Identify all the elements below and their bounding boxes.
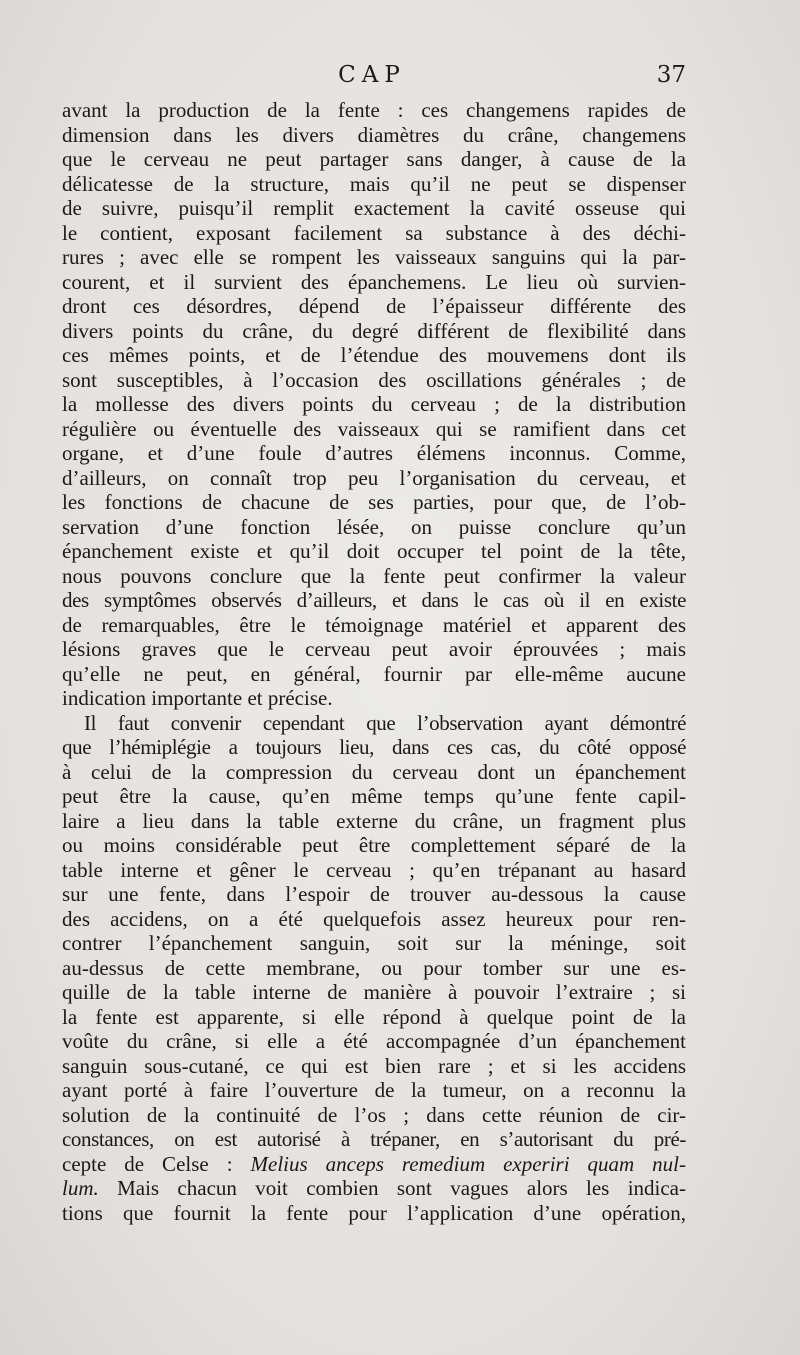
latin-quote-end: lum. — [62, 1176, 99, 1200]
text-line: à celui de la compression du cerveau dont un épanchement — [62, 759, 686, 784]
text-line: Il faut convenir cependant que l’observation ayant démontré — [84, 710, 686, 735]
text-line: dront ces désordres, dépend de l’épaisseur différente des — [62, 294, 686, 318]
text-line: d’ailleurs, on connaît trop peu l’organisation du cerveau, et — [62, 465, 686, 490]
text-line: voûte du crâne, si elle a été accompagnée d’un épanchement — [62, 1029, 686, 1053]
text-line: table interne et gêner le cerveau ; qu’en trépanant au hasard — [62, 857, 686, 882]
text-line: des symptômes observés d’ailleurs, et dans le cas où il en existe — [62, 588, 686, 612]
text-line: qu’elle ne peut, en général, fournir par elle-même aucune — [62, 661, 686, 686]
text-fragment: cepte de Celse : — [62, 1151, 251, 1176]
text-line: servation d’une fonction lésée, on puisse conclure qu’un — [62, 514, 686, 539]
text-line: les fonctions de chacune de ses parties, pour que, de l’ob- — [62, 490, 686, 514]
text-line: ou moins considérable peut être complettement séparé de la — [62, 833, 686, 857]
text-line: sanguin sous-cutané, ce qui est bien rare ; et si les accidens — [62, 1053, 686, 1078]
text-line: avant la production de la fente : ces changemens rapides de — [62, 98, 686, 122]
text-line: délicatesse de la structure, mais qu’il ne peut se dispenser — [62, 171, 686, 196]
text-line: lésions graves que le cerveau peut avoir éprouvées ; mais — [62, 637, 686, 661]
text-fragment: Mais chacun voit combien sont vagues alors les indica- — [98, 1176, 686, 1200]
text-line: dimension dans les divers diamètres du crâne, changemens — [62, 122, 686, 147]
text-line-latin-quote-end — [62, 1176, 686, 1201]
text-line: le contient, exposant facilement sa substance à des déchi- — [62, 220, 686, 245]
text-line: constances, on est autorisé à trépaner, en s’autorisant du pré- — [62, 1127, 686, 1151]
text-line: divers points du crâne, du degré différent de flexibilité dans — [62, 318, 686, 343]
text-line: la fente est apparente, si elle répond à quelque point de la — [62, 1004, 686, 1029]
text-line: contrer l’épanchement sanguin, soit sur la méninge, soit — [62, 931, 686, 955]
paragraph-1 — [62, 98, 686, 711]
text-line: de remarquables, être le témoignage matériel et apparent des — [62, 612, 686, 637]
latin-quote: Melius anceps remedium experiri quam nul- — [250, 1151, 686, 1176]
text-line: organe, et d’une foule d’autres élémens inconnus. Comme, — [62, 441, 686, 465]
text-line: quille de la table interne de manière à pouvoir l’extraire ; si — [62, 980, 686, 1004]
text-line: nous pouvons conclure que la fente peut confirmer la valeur — [62, 563, 686, 588]
text-line: la mollesse des divers points du cerveau ; de la distribution — [62, 392, 686, 416]
text-line: épanchement existe et qu’il doit occuper tel point de la tête, — [62, 539, 686, 563]
body-text — [62, 98, 686, 1225]
page-number: 37 — [656, 62, 686, 88]
text-line: des accidens, on a été quelquefois assez heureux pour ren- — [62, 906, 686, 931]
text-line: que l’hémiplégie a toujours lieu, dans ces cas, du côté opposé — [62, 735, 686, 759]
text-line-latin-quote — [62, 1152, 686, 1177]
text-line: ces mêmes points, et de l’étendue des mouvemens dont ils — [62, 343, 686, 367]
text-line: sont susceptibles, à l’occasion des oscillations générales ; de — [62, 367, 686, 392]
text-line: de suivre, puisqu’il remplit exactement la cavité osseuse qui — [62, 196, 686, 220]
paragraph-2 — [62, 711, 686, 1226]
text-line: que le cerveau ne peut partager sans danger, à cause de la — [62, 147, 686, 171]
text-line: ayant porté à faire l’ouverture de la tumeur, on a reconnu la — [62, 1078, 686, 1102]
text-line: solution de la continuité de l’os ; dans cette réunion de cir- — [62, 1102, 686, 1127]
text-line: laire a lieu dans la table externe du crâne, un fragment plus — [62, 808, 686, 833]
text-line: tions que fournit la fente pour l’application d’une opération, — [62, 1200, 686, 1225]
text-line: sur une fente, dans l’espoir de trouver au-dessous la cause — [62, 882, 686, 906]
text-line: rures ; avec elle se rompent les vaisseaux sanguins qui la par- — [62, 245, 686, 269]
text-line: peut être la cause, qu’en même temps qu’une fente capil- — [62, 784, 686, 808]
text-line: courent, et il survient des épanchemens. Le lieu où survien- — [62, 269, 686, 294]
running-head — [58, 62, 686, 96]
running-head-title: CAP — [338, 62, 406, 88]
text-line: au-dessus de cette membrane, ou pour tomber sur une es- — [62, 955, 686, 980]
text-line: indication importante et précise. — [62, 686, 333, 710]
text-line: régulière ou éventuelle des vaisseaux qui se ramifient dans cet — [62, 416, 686, 441]
